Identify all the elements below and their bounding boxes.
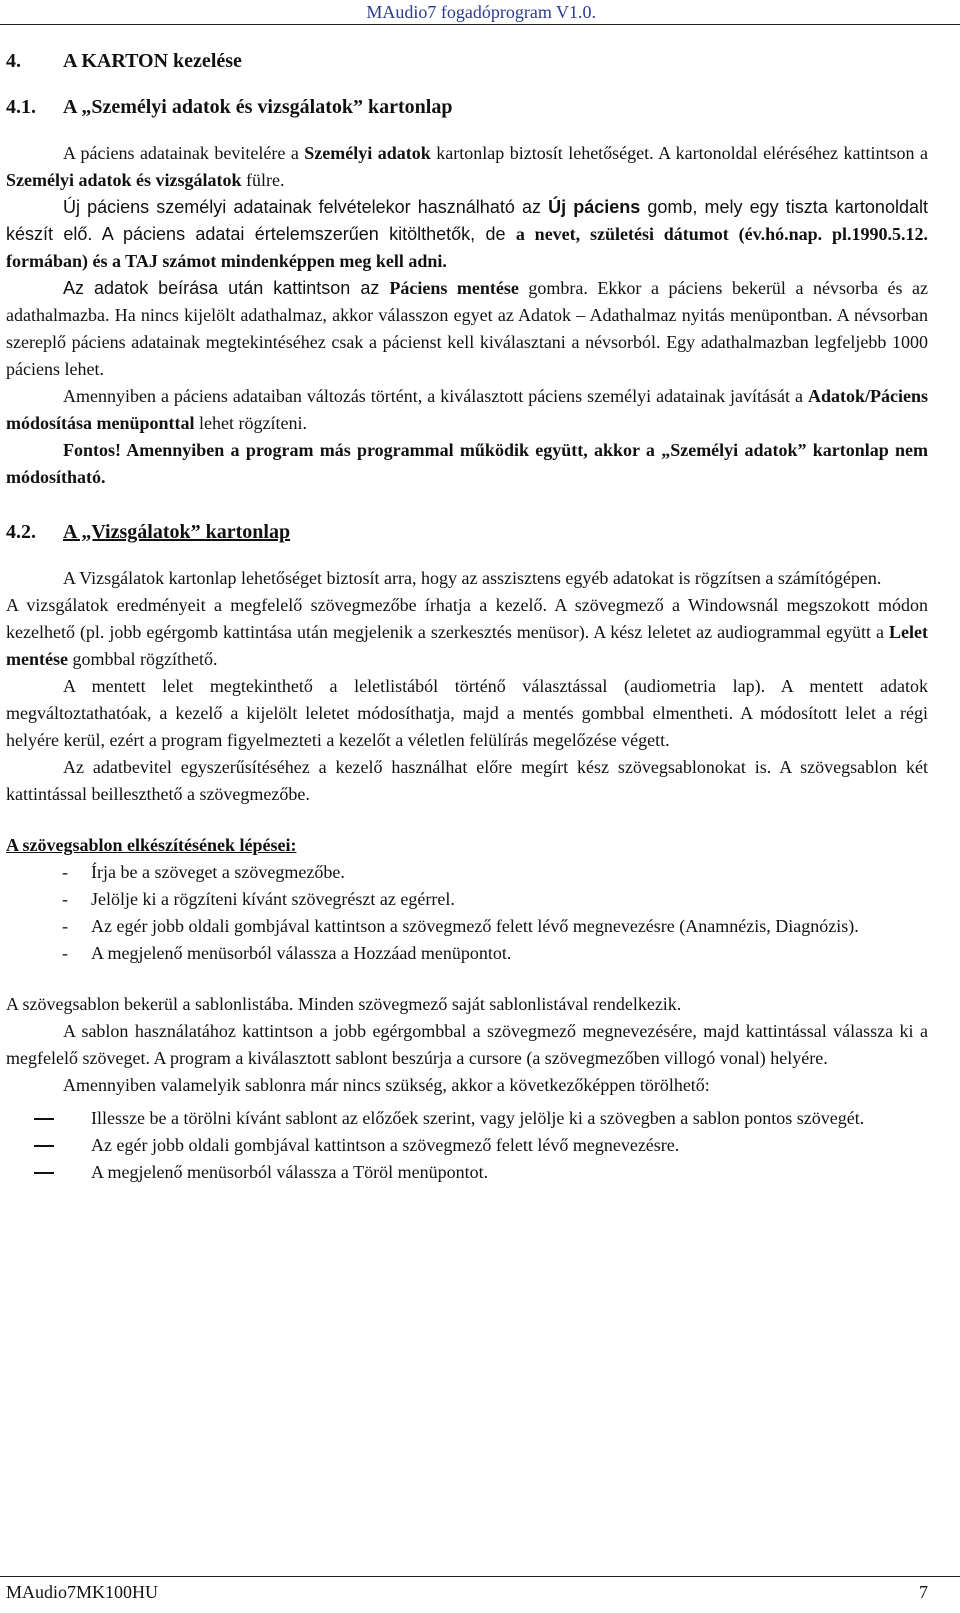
text-run: fülre. bbox=[241, 170, 285, 190]
text-run: kartonlap biztosít lehetőséget. A kartonoldal eléréséhez kattintson a bbox=[430, 143, 928, 163]
text-run: gombra. bbox=[518, 278, 588, 298]
section-number: 4.1. bbox=[6, 96, 36, 118]
paragraph bbox=[6, 592, 928, 673]
paragraph: A sablon használatához kattintson a jobb egérgombbal a szövegmező megnevezésére, majd kattintással válassza ki a megfelelő szöveget. A program a kiválasztott sablont beszúrja a cursore (a szövegmezőben villogó vonal) helyére. bbox=[6, 1021, 928, 1068]
paragraph: Az adatbevitel egyszerűsítéséhez a kezelő használhat előre megírt kész szövegsablonokat is. A szövegsablon két kattintással beilleszthető a szövegmezőbe. bbox=[6, 757, 928, 804]
list-item-text: Jelölje ki a rögzíteni kívánt szövegrészt az egérrel. bbox=[91, 889, 455, 909]
list-item-text: Az egér jobb oldali gombjával kattintson a szövegmező felett lévő megnevezésre. bbox=[91, 1135, 680, 1155]
paragraph: Amennyiben valamelyik sablonra már nincs szükség, akkor a következőképpen törölhető: bbox=[63, 1075, 710, 1095]
list-item bbox=[6, 886, 928, 913]
list-item bbox=[6, 913, 928, 940]
steps-list bbox=[6, 859, 928, 967]
list-item-text: Az egér jobb oldali gombjával kattintson a szövegmező felett lévő megnevezésre (Anamnézis, Diagnózis). bbox=[91, 916, 859, 936]
list-dash: - bbox=[62, 916, 68, 936]
text-run: gomb, mely egy tiszta kartonoldalt készít elő. bbox=[6, 197, 928, 244]
list-dash bbox=[34, 1105, 54, 1120]
list-item bbox=[6, 1159, 928, 1186]
paragraph: A mentett lelet megtekinthető a leletlistából történő választással (audiometria lap). A mentett adatok megváltoztathatóak, a kezelő a kijelölt leletet módosíthatja, majd a mentés gombbal elmentheti. A módosított lelet a régi helyére kerül, ezért a program figyelmezteti a kezelőt a véletlen felülírás megelőzése végett. bbox=[6, 676, 928, 750]
paragraph: A Vizsgálatok kartonlap lehetőséget biztosít arra, hogy az asszisztens egyéb adatokat is rögzítsen a számítógépen. bbox=[63, 568, 882, 588]
text-run: Az adatok beírása után kattintson az bbox=[63, 278, 390, 298]
list-dash: - bbox=[62, 862, 68, 882]
page-number: 7 bbox=[919, 1582, 928, 1602]
text-run: Amennyiben a páciens adataiban változás történt, a kiválasztott páciens személyi adatainak javítását a bbox=[63, 386, 808, 406]
list-item bbox=[6, 859, 928, 886]
delete-steps-list bbox=[6, 1105, 928, 1186]
list-item-text: A megjelenő menüsorból válassza a Töröl menüpontot. bbox=[91, 1162, 489, 1182]
bold-text: Személyi adatok bbox=[304, 143, 431, 163]
list-item bbox=[6, 1132, 928, 1159]
list-dash: - bbox=[62, 889, 68, 909]
paragraph bbox=[6, 140, 928, 194]
bold-text: a nevet, születési dátumot (év.hó.nap. pl.1990.5.12. formában) és a TAJ számot mindenképpen meg kell adni. bbox=[6, 224, 928, 271]
text-run: A páciens adatainak bevitelére a bbox=[63, 143, 305, 163]
list-item-text: Illessze be a törölni kívánt sablont az előzőek szerint, vagy jelölje ki a szövegben a sablon pontos szövegét. bbox=[91, 1108, 865, 1128]
footer-divider bbox=[0, 1576, 960, 1577]
header-title: MAudio7 fogadóprogram V1.0. bbox=[366, 2, 596, 22]
paragraph bbox=[6, 383, 928, 437]
list-dash: - bbox=[62, 943, 68, 963]
bold-text: Páciens mentése bbox=[389, 278, 519, 298]
header-divider bbox=[0, 24, 960, 25]
paragraph bbox=[6, 437, 928, 491]
bold-text: Fontos! bbox=[63, 440, 121, 460]
bold-text: Adatok/Páciens módosítása menüponttal bbox=[6, 386, 928, 433]
bold-text: Lelet mentése bbox=[6, 622, 928, 669]
section-title: A „Vizsgálatok” kartonlap bbox=[63, 521, 291, 543]
list-dash bbox=[34, 1159, 54, 1174]
text-run: lehet rögzíteni. bbox=[194, 413, 307, 433]
paragraph: A szövegsablon bekerül a sablonlistába. Minden szövegmező saját sablonlistával rendelkezik. bbox=[6, 994, 682, 1014]
section-4-2-heading bbox=[6, 519, 928, 545]
section-4-1-heading bbox=[6, 94, 928, 120]
bold-text: Személyi adatok és vizsgálatok bbox=[6, 170, 242, 190]
section-number: 4.2. bbox=[6, 521, 36, 543]
text-run: Ekkor a páciens bekerül a névsorba és az adathalmazba. Ha nincs kijelölt adathalmaz, akkor válasszon egyet az Adatok – Adathalmaz nyitás menüpontban. A névsorban szereplő páciens adatainak megtekintéséhez csak a pácienst kell kiválasztani a névsorból. Egy adathalmazban legfeljebb 1000 páciens lehet. bbox=[6, 278, 928, 379]
text-run: gombbal rögzíthető. bbox=[67, 649, 218, 669]
list-item bbox=[6, 940, 928, 967]
text-run: A páciens adatai értelemszerűen kitölthetők, de bbox=[92, 224, 516, 244]
bold-text: Új páciens bbox=[548, 197, 641, 217]
steps-heading: A szövegsablon elkészítésének lépései: bbox=[6, 835, 297, 855]
section-4-heading bbox=[6, 48, 928, 74]
section-number: 4. bbox=[6, 50, 21, 72]
section-title: A KARTON kezelése bbox=[63, 50, 242, 72]
document-body bbox=[6, 48, 928, 1186]
list-item-text: A megjelenő menüsorból válassza a Hozzáad menüpontot. bbox=[91, 943, 512, 963]
paragraph bbox=[6, 194, 928, 275]
list-item-text: Írja be a szöveget a szövegmezőbe. bbox=[91, 862, 345, 882]
list-item bbox=[6, 1105, 928, 1132]
paragraph bbox=[6, 275, 928, 383]
list-dash bbox=[34, 1132, 54, 1147]
page-header bbox=[0, 0, 960, 26]
text-run: A vizsgálatok eredményeit a megfelelő szövegmezőbe írhatja a kezelő. A szövegmező a Windowsnál megszokott módon kezelhető (pl. jobb egérgomb kattintása után megjelenik a szerkesztés menüsor). A kész leletet az audiogrammal együtt a bbox=[6, 595, 928, 642]
section-title: A „Személyi adatok és vizsgálatok” kartonlap bbox=[63, 96, 453, 118]
bold-text: Amennyiben a program más programmal működik együtt, akkor a „Személyi adatok” kartonlap nem módosítható. bbox=[6, 440, 928, 487]
text-run: Új páciens személyi adatainak felvételekor használható az bbox=[63, 197, 549, 217]
document-id: MAudio7MK100HU bbox=[6, 1582, 159, 1602]
